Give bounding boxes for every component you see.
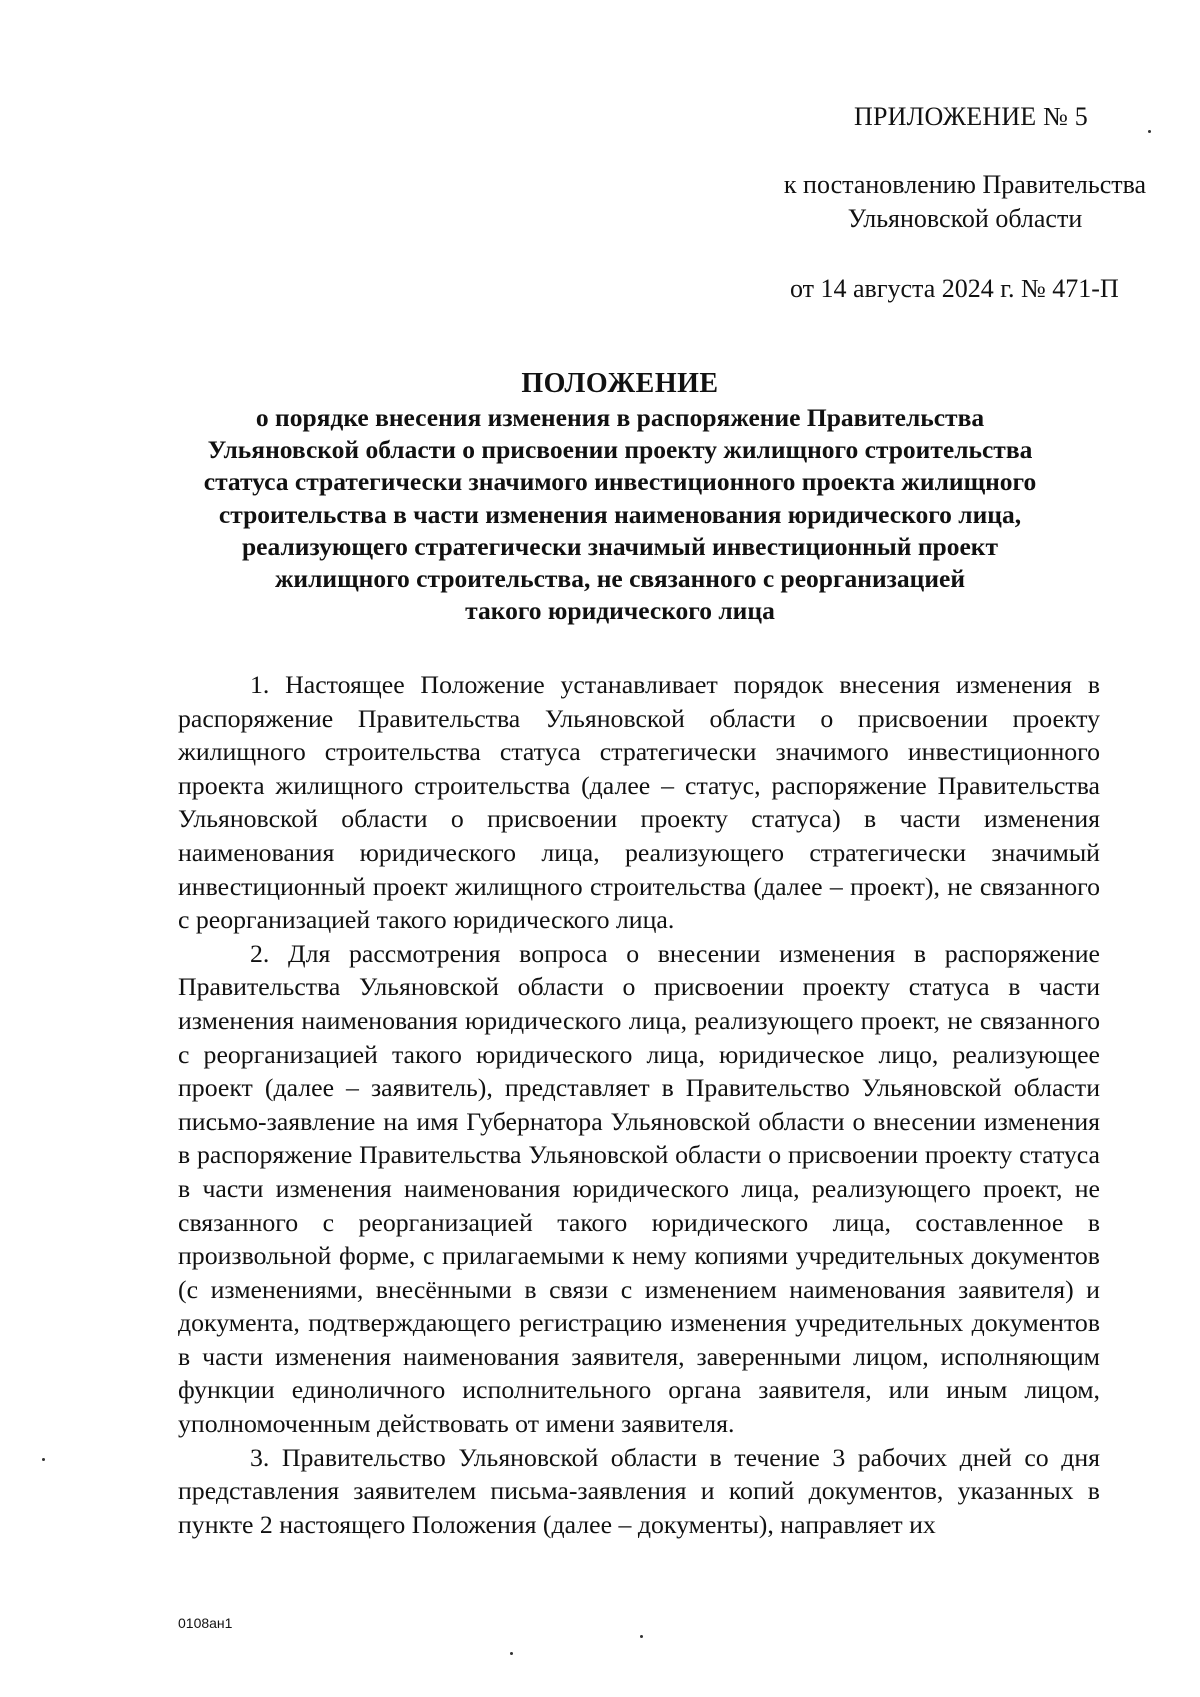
subtitle-line: о порядке внесения изменения в распоряжение Правительства [255,403,985,432]
footer-code: 0108ан1 [178,1615,233,1631]
subtitle-line: такого юридического лица [465,596,775,626]
appendix-label: ПРИЛОЖЕНИЕ № 5 [854,102,1088,131]
subtitle-line: строительства в части изменения наименования юридического лица, [218,499,1022,529]
scan-speck [510,1652,513,1655]
document-title: ПОЛОЖЕНИЕ [521,368,719,399]
scan-speck [640,1635,643,1638]
decree-date-number: от 14 августа 2024 г. № 471-П [790,274,1119,303]
subtitle-line: реализующего стратегически значимый инвестиционный проект [241,531,999,561]
document-body [178,668,1100,1541]
scan-speck [42,1458,45,1461]
title-block [150,366,1090,627]
scan-speck [1148,130,1151,133]
document-subtitle [150,402,1090,627]
subtitle-line: жилищного строительства, не связанного с реорганизацией [274,564,966,594]
decree-reference-line: Ульяновской области [847,204,1083,233]
paragraph-2: 2. Для рассмотрения вопроса о внесении изменения в распоряжение Правительства Ульяновской области о присвоении проекту статуса в части изменения наименования юридического лица, реализующего проект, не связанного с реорганизацией такого юридического лица, юридическое лицо, реализующее проект (далее – заявитель), представляет в Правительство Ульяновской области письмо-заявление на имя Губернатора Ульяновской области о внесении изменения в распоряжение Правительства Ульяновской области о присвоении проекту статуса в части изменения наименования юридического лица, реализующего проект, не связанного с реорганизацией такого юридического лица, составленное в произвольной форме, с прилагаемыми к нему копиями учредительных документов (с изменениями, внесёнными в связи с изменением наименования заявителя) и документа, подтверждающего регистрацию изменения учредительных документов в части изменения наименования заявителя, заверенными лицом, исполняющим функции единоличного исполнительного органа заявителя, или иным лицом, уполномоченным действовать от имени заявителя. [178,938,1100,1439]
paragraph-3: 3. Правительство Ульяновской области в течение 3 рабочих дней со дня представления заявителем письма-заявления и копий документов, указанных в пункте 2 настоящего Положения (далее – документы), направляет их [178,1442,1100,1539]
decree-reference [765,168,1165,236]
paragraph-1: 1. Настоящее Положение устанавливает порядок внесения изменения в распоряжение Правительства Ульяновской области о присвоении проекту жилищного строительства статуса стратегически значимого инвестиционного проекта жилищного строительства (далее – статус, распоряжение Правительства Ульяновской области о присвоении проекту статуса) в части изменения наименования юридического лица, реализующего стратегически значимый инвестиционный проект жилищного строительства (далее – проект), не связанного с реорганизацией такого юридического лица. [178,670,1100,935]
subtitle-line: Ульяновской области о присвоении проекту жилищного строительства [207,435,1033,465]
decree-reference-line: к постановлению Правительства [783,170,1147,199]
subtitle-line: статуса стратегически значимого инвестиционного проекта жилищного [203,467,1037,497]
